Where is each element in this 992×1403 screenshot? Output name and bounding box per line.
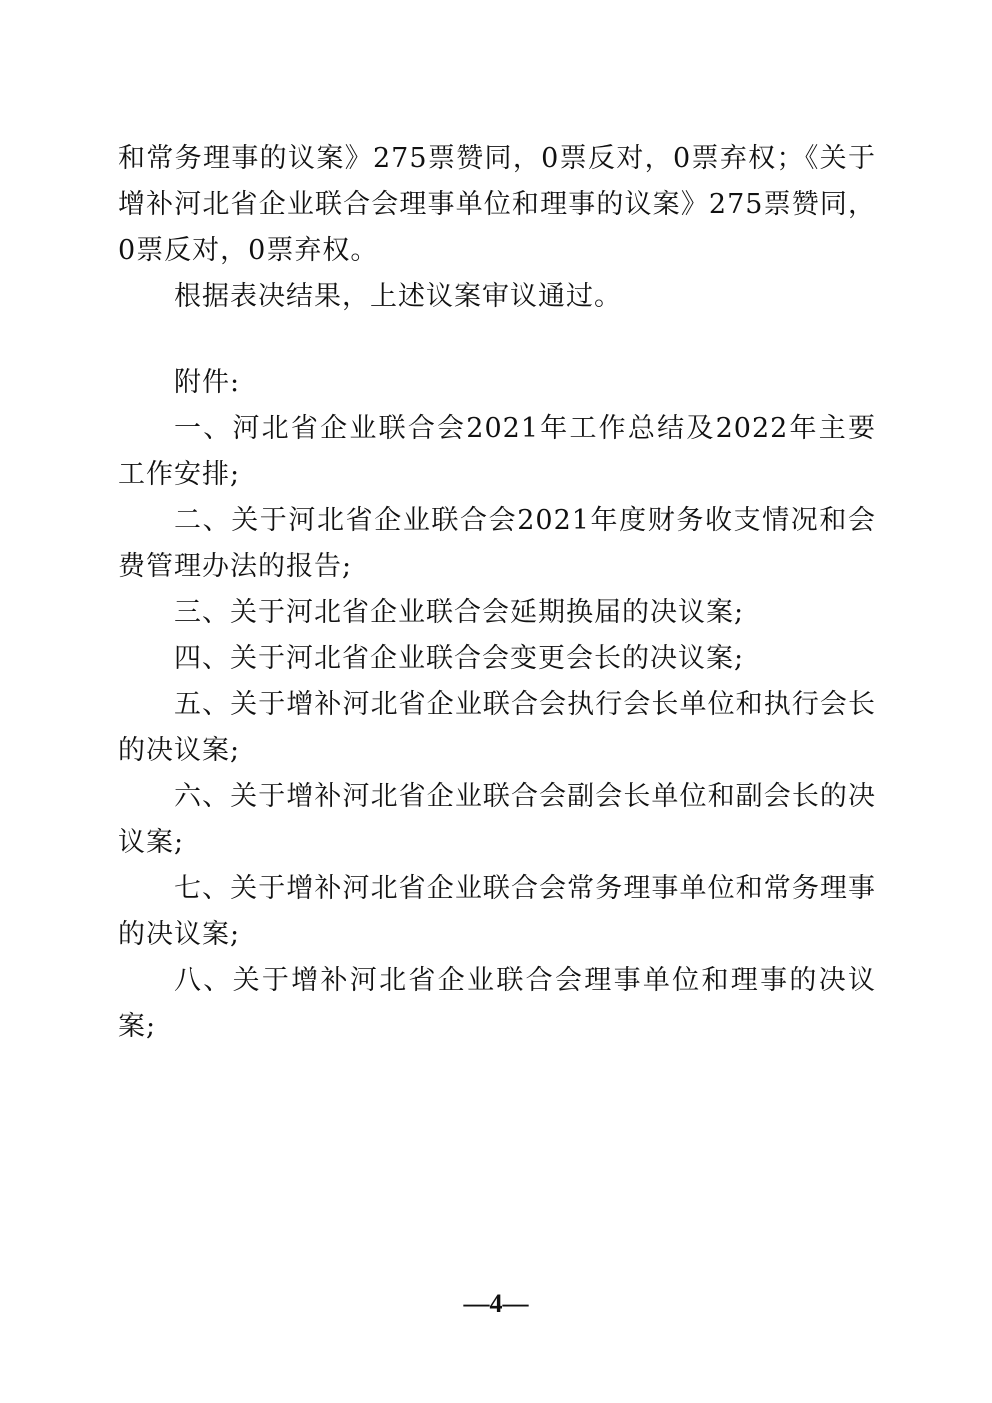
attachment-item: 七、关于增补河北省企业联合会常务理事单位和常务理事的决议案; <box>118 873 876 950</box>
spacer <box>118 320 876 360</box>
document-body <box>118 136 876 1050</box>
attachment-item: 八、关于增补河北省企业联合会理事单位和理事的决议案; <box>118 965 876 1042</box>
attachment-item: 四、关于河北省企业联合会变更会长的决议案; <box>174 643 745 674</box>
attachment-item: 一、河北省企业联合会2021年工作总结及2022年主要工作安排; <box>118 413 876 490</box>
vote-results-paragraph: 和常务理事的议案》275票赞同，0票反对，0票弃权；《关于增补河北省企业联合会理事单位和理事的议案》275票赞同，0票反对，0票弃权。 <box>118 143 876 266</box>
attachment-item: 三、关于河北省企业联合会延期换届的决议案; <box>174 597 745 628</box>
page-number: —4— <box>463 1289 529 1318</box>
attachments-list <box>118 406 876 1050</box>
attachment-item: 二、关于河北省企业联合会2021年度财务收支情况和会费管理办法的报告; <box>118 505 876 582</box>
resolution-paragraph: 根据表决结果，上述议案审议通过。 <box>174 281 622 312</box>
attachments-heading: 附件: <box>174 367 241 398</box>
attachment-item: 五、关于增补河北省企业联合会执行会长单位和执行会长的决议案; <box>118 689 876 766</box>
attachment-item: 六、关于增补河北省企业联合会副会长单位和副会长的决议案; <box>118 781 876 858</box>
